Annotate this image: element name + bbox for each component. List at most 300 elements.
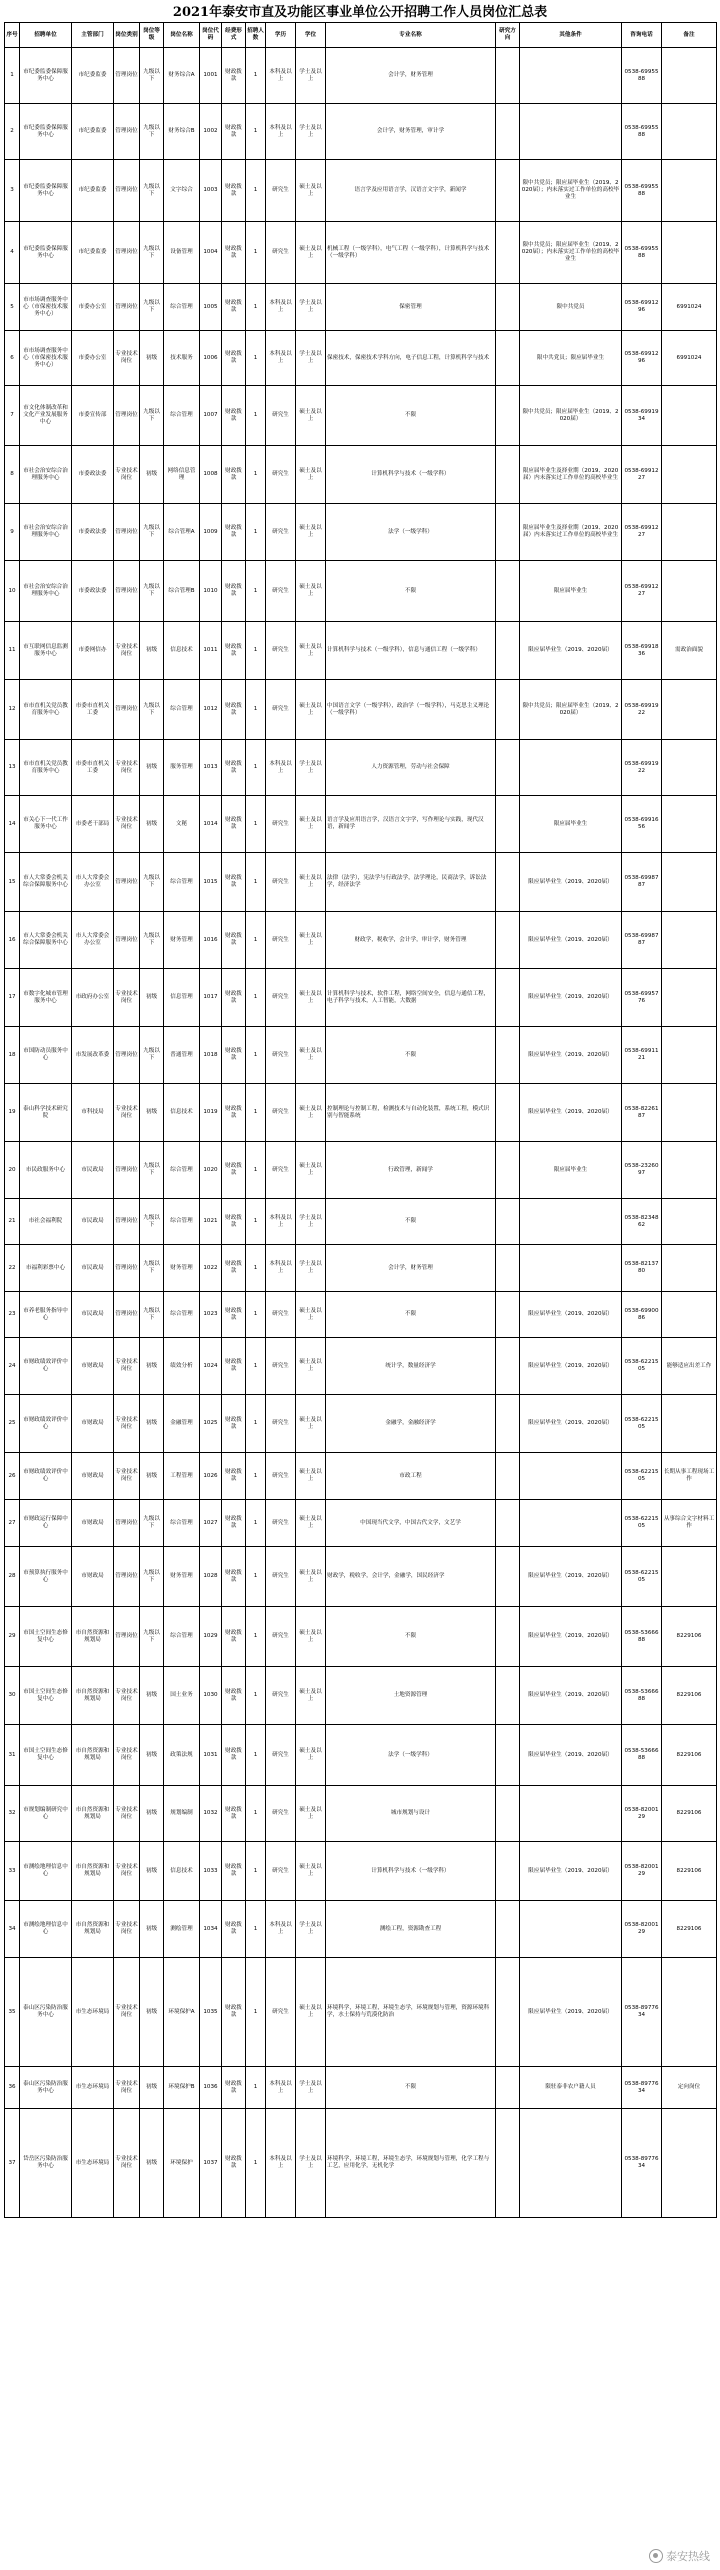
table-cell: 限驻泰非农户籍人员 [520,2067,622,2109]
table-cell: 九级以下 [140,222,164,284]
table-cell: 1034 [200,1901,222,1958]
table-cell: 九级以下 [140,160,164,222]
table-cell: 市市场调查服务中心（市保密技术服务中心） [20,331,72,386]
table-cell: 信息技术 [164,1842,200,1901]
table-cell: 研究生 [266,1725,296,1786]
table-cell: 初级 [140,1084,164,1142]
table-cell: 硕士及以上 [296,853,326,912]
table-cell: 限应届毕业生（2019、2020届） [520,1395,622,1453]
table-cell [496,1547,520,1607]
table-cell: 财政拨款 [222,386,246,446]
table-cell: 本科及以上 [266,1199,296,1245]
table-cell: 8229106 [662,1842,717,1901]
table-cell: 法学（一级学科） [326,504,496,561]
table-cell: 管理岗位 [114,680,140,740]
table-cell: 财政拨款 [222,1027,246,1084]
table-cell: 0538-8213780 [622,1245,662,1292]
table-cell: 21 [5,1199,20,1245]
table-cell: 普通管理 [164,1027,200,1084]
table-cell: 土地资源管理 [326,1667,496,1725]
table-cell [520,1245,622,1292]
table-cell: 1033 [200,1842,222,1901]
table-cell: 专业技术岗位 [114,740,140,796]
table-cell: 本科及以上 [266,1901,296,1958]
table-cell: 0538-8234862 [622,1199,662,1245]
table-cell: 市政府办公室 [72,969,114,1027]
table-cell: 九级以下 [140,1607,164,1667]
table-cell: 财政拨款 [222,48,246,104]
table-cell: 市纪委监委 [72,48,114,104]
table-row [5,104,717,160]
table-cell: 1 [246,622,266,680]
table-row [5,1027,717,1084]
table-cell: 财政拨款 [222,222,246,284]
table-cell [662,104,717,160]
table-cell: 财政拨款 [222,853,246,912]
table-cell: 市福利彩票中心 [20,1245,72,1292]
table-cell: 1 [246,2067,266,2109]
table-cell: 市测绘地理信息中心 [20,1842,72,1901]
table-cell: 1012 [200,680,222,740]
table-cell [662,740,717,796]
table-cell: 硕士及以上 [296,1338,326,1395]
table-cell: 限应届毕业生（2019、2020届） [520,1607,622,1667]
table-cell: 1017 [200,969,222,1027]
table-cell [520,740,622,796]
table-cell [496,912,520,969]
table-cell [496,1292,520,1338]
table-cell: 岱岳区污染防治服务中心 [20,2109,72,2218]
table-cell: 1 [246,1142,266,1199]
table-cell: 信息技术 [164,622,200,680]
table-row [5,853,717,912]
table-cell: 硕士及以上 [296,912,326,969]
table-cell: 8229106 [662,1725,717,1786]
table-cell: 综合管理 [164,386,200,446]
table-cell: 市国土空间生态修复中心 [20,1725,72,1786]
table-cell [662,1027,717,1084]
table-cell: 1029 [200,1607,222,1667]
table-cell: 工程管理 [164,1453,200,1500]
table-cell: 环境保护 [164,2109,200,2218]
table-cell: 管理岗位 [114,1292,140,1338]
table-cell: 0538-6995776 [622,969,662,1027]
table-cell: 22 [5,1245,20,1292]
table-cell: 九级以下 [140,1027,164,1084]
table-cell: 专业技术岗位 [114,796,140,853]
table-cell: 九级以下 [140,853,164,912]
table-cell: 九级以下 [140,912,164,969]
table-cell: 财政拨款 [222,504,246,561]
table-cell: 研究生 [266,1027,296,1084]
table-row [5,1142,717,1199]
table-cell: 1014 [200,796,222,853]
table-cell [496,48,520,104]
table-cell: 管理岗位 [114,386,140,446]
table-cell: 市纪委监委保障服务中心 [20,222,72,284]
table-cell: 0538-6995588 [622,104,662,160]
column-header: 其他条件 [520,23,622,48]
column-header: 专业名称 [326,23,496,48]
watermark-text: 泰安热线 [666,2550,710,2563]
table-cell: 13 [5,740,20,796]
table-cell: 财务管理 [164,912,200,969]
table-cell: 硕士及以上 [296,1725,326,1786]
table-cell [662,446,717,504]
table-cell: 财政拨款 [222,104,246,160]
table-cell: 3 [5,160,20,222]
table-cell: 机械工程（一级学科），电气工程（一级学科），计算机科学与技术（一级学科） [326,222,496,284]
table-cell: 学士及以上 [296,284,326,331]
table-cell [520,1199,622,1245]
table-cell: 专业技术岗位 [114,446,140,504]
table-cell: 1 [246,1395,266,1453]
table-cell: 1027 [200,1500,222,1547]
table-cell: 市社会治安综合治理服务中心 [20,504,72,561]
table-cell: 保密技术，保密技术学科方向，电子信息工程，计算机科学与技术 [326,331,496,386]
table-cell: 初级 [140,1901,164,1958]
table-cell: 专业技术岗位 [114,2109,140,2218]
table-cell: 8 [5,446,20,504]
table-cell [662,1395,717,1453]
table-cell: 市委办公室 [72,284,114,331]
table-cell: 1031 [200,1725,222,1786]
table-cell: 市人大常委会机关综合保障服务中心 [20,853,72,912]
table-cell: 4 [5,222,20,284]
table-cell: 管理岗位 [114,222,140,284]
table-cell: 管理岗位 [114,104,140,160]
table-cell: 本科及以上 [266,284,296,331]
table-cell: 泰山区污染防治服务中心 [20,1958,72,2067]
table-cell: 中国语言文学（一级学科），政治学（一级学科），马克思主义理论（一级学科） [326,680,496,740]
table-cell [496,796,520,853]
table-cell: 计算机科学与技术，软件工程，网络空间安全，信息与通信工程，电子科学与技术，人工智能，大数据 [326,969,496,1027]
table-cell [496,1607,520,1667]
table-cell: 管理岗位 [114,1142,140,1199]
table-cell: 市市直机关党员教育服务中心 [20,740,72,796]
table-cell: 1 [246,1199,266,1245]
table-cell [662,912,717,969]
table-cell: 硕士及以上 [296,504,326,561]
table-cell: 综合管理 [164,1199,200,1245]
table-cell: 市测绘地理信息中心 [20,1901,72,1958]
table-cell: 本科及以上 [266,1245,296,1292]
table-cell: 0538-6995588 [622,160,662,222]
table-cell: 研究生 [266,1786,296,1842]
table-cell [662,2109,717,2218]
table-cell: 31 [5,1725,20,1786]
table-row [5,446,717,504]
table-cell: 1025 [200,1395,222,1453]
table-cell: 综合管理A [164,504,200,561]
table-cell: 36 [5,2067,20,2109]
table-cell [496,1667,520,1725]
table-cell: 硕士及以上 [296,1084,326,1142]
table-cell: 0538-6998787 [622,912,662,969]
table-cell: 0538-6991296 [622,284,662,331]
table-cell: 研究生 [266,1292,296,1338]
table-cell: 市纪委监委保障服务中心 [20,48,72,104]
table-cell: 九级以下 [140,1245,164,1292]
table-cell: 硕士及以上 [296,386,326,446]
table-cell: 需政治面貌 [662,622,717,680]
table-row [5,1395,717,1453]
table-cell: 市预算执行服务中心 [20,1547,72,1607]
table-cell [496,622,520,680]
table-cell: 37 [5,2109,20,2218]
table-cell: 财政拨款 [222,969,246,1027]
table-cell [662,1084,717,1142]
table-cell [662,853,717,912]
table-row [5,2067,717,2109]
table-cell: 1016 [200,912,222,969]
column-header: 序号 [5,23,20,48]
table-cell: 32 [5,1786,20,1842]
table-cell: 1 [246,2109,266,2218]
table-cell: 0538-6990086 [622,1292,662,1338]
table-cell: 市委老干部局 [72,796,114,853]
table-cell: 研究生 [266,912,296,969]
table-row [5,1084,717,1142]
table-cell: 市民政局 [72,1245,114,1292]
table-cell: 0538-8977634 [622,2067,662,2109]
table-cell: 泰山科学技术研究院 [20,1084,72,1142]
table-cell [496,2109,520,2218]
table-cell: 学士及以上 [296,2109,326,2218]
table-cell: 1 [246,1245,266,1292]
table-cell: 综合管理 [164,284,200,331]
table-cell: 初级 [140,1786,164,1842]
table-cell: 市自然资源和规划局 [72,1607,114,1667]
table-cell: 硕士及以上 [296,1500,326,1547]
table-cell: 0538-6991836 [622,622,662,680]
table-row [5,1338,717,1395]
table-cell [496,561,520,622]
column-header: 咨询电话 [622,23,662,48]
table-cell: 研究生 [266,1547,296,1607]
table-cell: 硕士及以上 [296,1292,326,1338]
table-cell: 财政拨款 [222,2109,246,2218]
table-cell: 研究生 [266,969,296,1027]
table-cell: 0538-6998787 [622,853,662,912]
table-row [5,1725,717,1786]
table-cell: 财务管理 [164,1245,200,1292]
table-cell: 1 [246,680,266,740]
table-cell: 法学（一级学科） [326,1725,496,1786]
table-cell: 市关心下一代工作服务中心 [20,796,72,853]
table-row [5,740,717,796]
table-row [5,1292,717,1338]
table-cell: 9 [5,504,20,561]
table-cell: 1002 [200,104,222,160]
table-cell: 专业技术岗位 [114,1786,140,1842]
table-cell: 九级以下 [140,386,164,446]
table-cell [496,1842,520,1901]
table-cell [662,48,717,104]
table-cell: 8229106 [662,1607,717,1667]
table-cell: 市委市直机关工委 [72,740,114,796]
table-cell: 财务综合B [164,104,200,160]
table-cell: 研究生 [266,853,296,912]
table-cell: 市委网信办 [72,622,114,680]
table-cell: 市财政局 [72,1500,114,1547]
table-cell: 市规划编制研究中心 [20,1786,72,1842]
table-cell: 0538-8226187 [622,1084,662,1142]
table-cell [520,2109,622,2218]
table-cell: 15 [5,853,20,912]
table-cell: 1003 [200,160,222,222]
table-cell [496,1725,520,1786]
table-cell [662,796,717,853]
table-cell: 财政拨款 [222,622,246,680]
table-cell: 市财政局 [72,1338,114,1395]
table-cell: 1024 [200,1338,222,1395]
table-row [5,1958,717,2067]
table-cell: 研究生 [266,1338,296,1395]
table-cell: 限中共党员；限应届毕业生（2019、2020届） [520,680,622,740]
table-cell: 测绘管理 [164,1901,200,1958]
table-cell: 财政拨款 [222,2067,246,2109]
table-cell: 泰山区污染防治服务中心 [20,2067,72,2109]
table-cell: 市财政绩效评价中心 [20,1453,72,1500]
table-cell: 财政拨款 [222,561,246,622]
table-cell: 行政管理，新闻学 [326,1142,496,1199]
table-cell [520,104,622,160]
table-cell: 财政拨款 [222,1667,246,1725]
table-cell: 不限 [326,1027,496,1084]
table-cell: 学士及以上 [296,2067,326,2109]
table-cell: 研究生 [266,1958,296,2067]
table-cell: 专业技术岗位 [114,1395,140,1453]
table-cell: 1 [246,1786,266,1842]
table-cell: 1 [246,1084,266,1142]
table-cell: 市纪委监委保障服务中心 [20,104,72,160]
table-cell: 硕士及以上 [296,1842,326,1901]
table-cell: 14 [5,796,20,853]
table-cell: 1 [246,104,266,160]
table-row [5,1667,717,1725]
table-cell: 1015 [200,853,222,912]
table-cell: 市生态环境局 [72,1958,114,2067]
table-cell: 综合管理 [164,1607,200,1667]
table-cell: 限应届毕业生（2019、2020届） [520,1084,622,1142]
table-cell: 1006 [200,331,222,386]
table-cell [496,1453,520,1500]
table-row [5,386,717,446]
table-cell: 市数字化城市管理服务中心 [20,969,72,1027]
table-cell [496,680,520,740]
table-cell: 1 [246,1547,266,1607]
table-cell: 市社会治安综合治理服务中心 [20,561,72,622]
column-header: 学历 [266,23,296,48]
table-cell: 初级 [140,1958,164,2067]
table-cell: 环境科学，环境工程，环境生态学，环境规划与管理，资源环境科学，水土保持与荒漠化防治 [326,1958,496,2067]
table-cell: 1001 [200,48,222,104]
table-cell: 1 [246,740,266,796]
table-cell: 30 [5,1667,20,1725]
table-cell [496,1027,520,1084]
table-cell: 硕士及以上 [296,160,326,222]
table-cell: 限中共党员 [520,284,622,331]
table-cell: 硕士及以上 [296,1395,326,1453]
table-cell: 市国土空间生态修复中心 [20,1607,72,1667]
table-cell: 综合管理 [164,1292,200,1338]
table-cell: 市委宣传部 [72,386,114,446]
table-cell [496,160,520,222]
table-cell: 研究生 [266,386,296,446]
table-cell: 研究生 [266,561,296,622]
table-cell: 综合管理B [164,561,200,622]
table-cell: 市生态环境局 [72,2109,114,2218]
table-cell: 0538-6991121 [622,1027,662,1084]
table-cell: 研究生 [266,1667,296,1725]
table-cell: 环境保护A [164,1958,200,2067]
table-cell: 管理岗位 [114,1245,140,1292]
table-cell: 市财政运行保障中心 [20,1500,72,1547]
table-cell: 市科技局 [72,1084,114,1142]
table-cell: 市纪委监委 [72,160,114,222]
table-cell: 1 [246,160,266,222]
table-cell: 1 [246,1027,266,1084]
table-cell: 0538-8200129 [622,1786,662,1842]
table-cell: 管理岗位 [114,160,140,222]
header-row [5,23,717,48]
table-cell: 1 [246,331,266,386]
table-cell: 专业技术岗位 [114,2067,140,2109]
table-cell: 1 [246,1292,266,1338]
table-cell [496,1142,520,1199]
table-cell [662,969,717,1027]
table-row [5,48,717,104]
table-cell [496,1786,520,1842]
table-cell: 1007 [200,386,222,446]
table-cell: 九级以下 [140,680,164,740]
table-cell: 不限 [326,1199,496,1245]
positions-table [4,22,717,2218]
table-cell: 1 [246,222,266,284]
table-cell: 技术服务 [164,331,200,386]
table-cell: 网络信息管理 [164,446,200,504]
table-cell: 金融学，金融经济学 [326,1395,496,1453]
table-cell [520,1500,622,1547]
table-cell: 不限 [326,1607,496,1667]
table-cell: 金融管理 [164,1395,200,1453]
table-cell: 规划编制 [164,1786,200,1842]
table-cell: 1 [246,969,266,1027]
table-row [5,912,717,969]
table-cell: 0538-6991922 [622,740,662,796]
table-cell: 研究生 [266,1395,296,1453]
table-cell: 0538-6991922 [622,680,662,740]
table-cell: 0538-8200129 [622,1901,662,1958]
table-cell: 28 [5,1547,20,1607]
table-cell: 研究生 [266,222,296,284]
table-cell: 财政拨款 [222,740,246,796]
table-cell: 1 [246,1500,266,1547]
table-cell: 不限 [326,561,496,622]
table-cell: 市文化体制改革和文化产业发展服务中心 [20,386,72,446]
table-cell [496,1901,520,1958]
table-cell [496,2067,520,2109]
table-cell: 政策法规 [164,1725,200,1786]
table-cell: 本科及以上 [266,740,296,796]
column-header: 学位 [296,23,326,48]
table-cell: 限应届毕业生（2019、2020届） [520,1958,622,2067]
table-cell: 专业技术岗位 [114,1084,140,1142]
table-cell: 九级以下 [140,284,164,331]
table-cell: 信息技术 [164,1084,200,1142]
table-cell: 会计学，财务管理 [326,48,496,104]
